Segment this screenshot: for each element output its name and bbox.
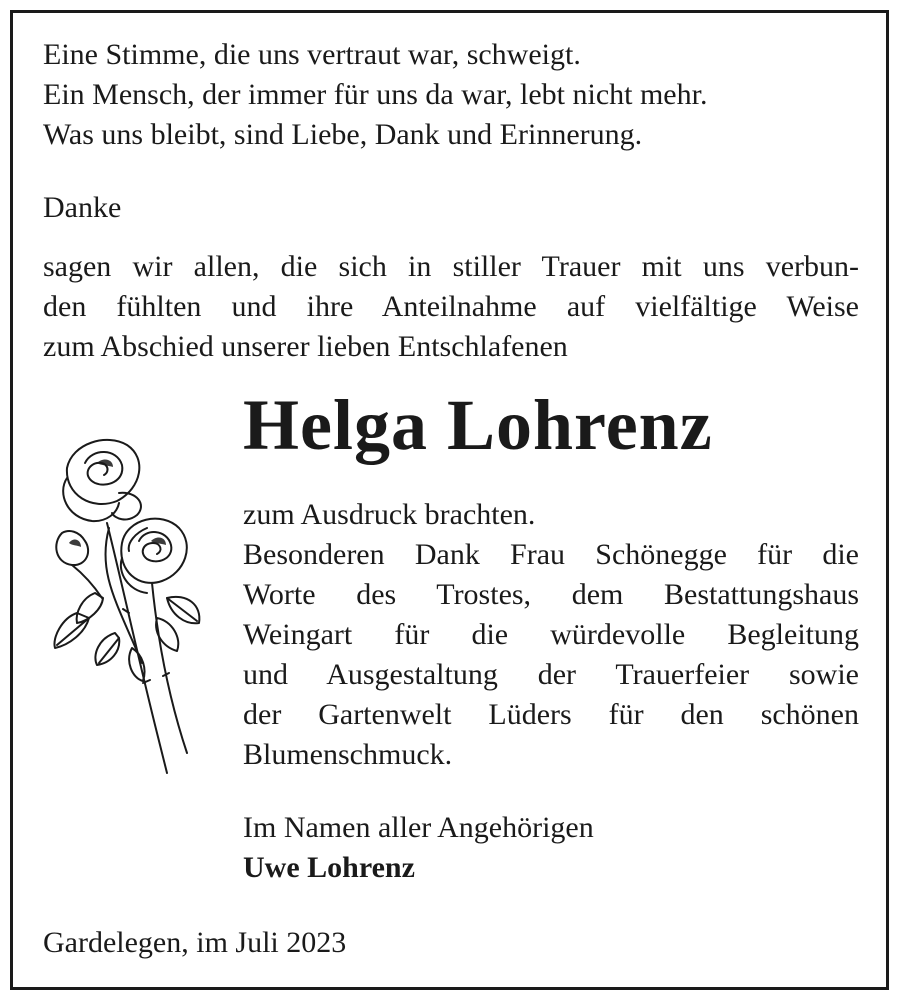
thanks-intro-line-2: den fühlten und ihre Anteilnahme auf vielfältige Weise: [43, 290, 859, 323]
deceased-name: Helga Lohrenz: [243, 385, 713, 465]
signature-name: Uwe Lohrenz: [243, 851, 415, 884]
body-line-6: der Gartenwelt Lüders für den schönen: [243, 698, 859, 731]
body-line-5: und Ausgestaltung der Trauerfeier sowie: [243, 658, 859, 691]
body-line-3: Worte des Trostes, dem Bestattungshaus: [243, 578, 859, 611]
obituary-card: [10, 10, 889, 990]
thanks-word: Danke: [43, 191, 122, 224]
body-line-7: Blumenschmuck.: [243, 738, 453, 771]
poem-line-2: Ein Mensch, der immer für uns da war, lebt nicht mehr.: [43, 78, 708, 111]
thanks-intro-line-1: sagen wir allen, die sich in stiller Trauer mit uns verbun-: [43, 250, 859, 283]
signature-intro: Im Namen aller Angehörigen: [243, 811, 594, 844]
place-date: Gardelegen, im Juli 2023: [43, 926, 347, 959]
poem-line-1: Eine Stimme, die uns vertraut war, schweigt.: [43, 38, 581, 71]
poem-line-3: Was uns bleibt, sind Liebe, Dank und Erinnerung.: [43, 118, 643, 151]
body-line-4: Weingart für die würdevolle Begleitung: [243, 618, 859, 651]
body-line-1: zum Ausdruck brachten.: [243, 498, 536, 531]
body-line-2: Besonderen Dank Frau Schönegge für die: [243, 538, 859, 571]
roses-illustration-icon: [47, 433, 207, 783]
thanks-intro-line-3: zum Abschied unserer lieben Entschlafenen: [43, 330, 568, 363]
